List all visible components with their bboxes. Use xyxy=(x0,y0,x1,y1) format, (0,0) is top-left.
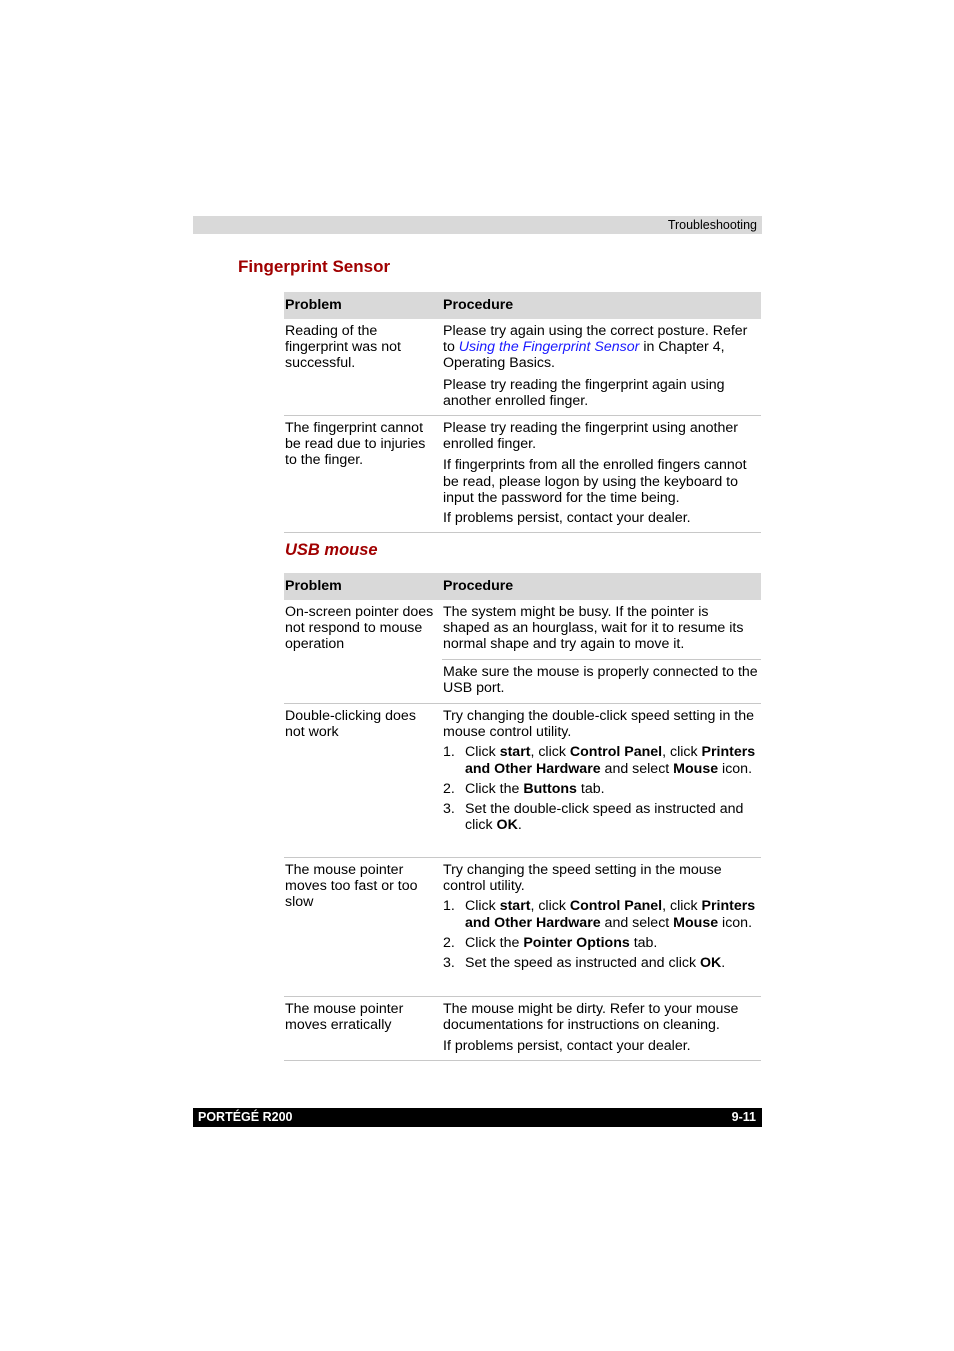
table-row xyxy=(284,600,761,704)
table-row xyxy=(284,997,761,1061)
footer-model: PORTÉGÉ R200 xyxy=(198,1110,293,1124)
list-item: 3. Set the speed as instructed and click OK. xyxy=(443,955,726,972)
procedure-text: Try changing the speed setting in the mouse control utility. xyxy=(443,862,722,895)
col-header-problem: Problem xyxy=(285,578,342,594)
col-header-procedure: Procedure xyxy=(443,297,514,313)
procedure-text: Try changing the double-click speed setting in the mouse control utility. xyxy=(443,708,754,741)
list-item: 2. Click the Pointer Options tab. xyxy=(443,934,658,951)
procedure-text: If problems persist, contact your dealer. xyxy=(443,1038,691,1055)
table-row xyxy=(284,858,761,997)
list-item: 3. Set the double-click speed as instructed and click OK. xyxy=(443,801,744,834)
link-using-fingerprint-sensor[interactable]: Using the Fingerprint Sensor xyxy=(458,339,640,356)
table-header xyxy=(284,573,761,600)
procedure-text: Make sure the mouse is properly connected to the USB port. xyxy=(443,664,758,697)
procedure-text: Please try again using the correct posture. Refer to Using the Fingerprint Sensor in Chapter 4, Operating Basics. xyxy=(443,323,748,372)
procedure-text: The system might be busy. If the pointer is shaped as an hourglass, wait for it to resume its normal shape and try again to move it. xyxy=(443,604,744,653)
list-item: 2. Click the Buttons tab. xyxy=(443,780,605,797)
procedure-cell xyxy=(443,708,758,833)
procedure-text: Please try reading the fingerprint again using another enrolled finger. xyxy=(443,376,725,409)
section-title-fingerprint: Fingerprint Sensor xyxy=(238,257,391,276)
list-item: 1. Click start, click Control Panel, click Printers and Other Hardware and select Mouse icon. xyxy=(443,898,756,931)
running-footer xyxy=(193,1108,762,1127)
procedure-cell xyxy=(443,323,758,409)
procedure-text: The mouse might be dirty. Refer to your mouse documentations for instructions on cleaning. xyxy=(443,1001,739,1034)
header-section-label: Troubleshooting xyxy=(667,218,757,232)
usb-mouse-table xyxy=(284,573,761,1061)
procedure-cell xyxy=(443,862,758,971)
fingerprint-table xyxy=(284,292,761,533)
problem-cell: On-screen pointer does not respond to mouse operation xyxy=(285,604,434,653)
procedure-text: If fingerprints from all the enrolled fingers cannot be read, please logon by using the keyboard to input the password for the time being. xyxy=(443,457,747,506)
problem-cell: The mouse pointer moves erratically xyxy=(285,1001,404,1034)
problem-cell: Double-clicking does not work xyxy=(285,708,416,741)
footer-page-number: 9-11 xyxy=(731,1110,756,1124)
procedure-cell xyxy=(443,420,758,526)
problem-cell: The fingerprint cannot be read due to injuries to the finger. xyxy=(285,420,426,469)
section-title-usb-mouse: USB mouse xyxy=(285,541,378,559)
problem-cell: The mouse pointer moves too fast or too slow xyxy=(285,862,418,911)
table-header xyxy=(284,292,761,319)
problem-cell: Reading of the fingerprint was not successful. xyxy=(285,323,401,372)
list-item: 1. Click start, click Control Panel, click Printers and Other Hardware and select Mouse icon. xyxy=(443,744,756,777)
procedure-text: Please try reading the fingerprint using another enrolled finger. xyxy=(443,420,738,453)
col-header-procedure: Procedure xyxy=(443,578,514,594)
procedure-cell xyxy=(443,1001,758,1055)
table-row xyxy=(284,704,761,858)
col-header-problem: Problem xyxy=(285,297,342,313)
procedure-text: If problems persist, contact your dealer. xyxy=(443,510,691,527)
running-header xyxy=(193,216,762,234)
cell-divider xyxy=(442,659,761,660)
table-row xyxy=(284,416,761,533)
table-row xyxy=(284,319,761,416)
